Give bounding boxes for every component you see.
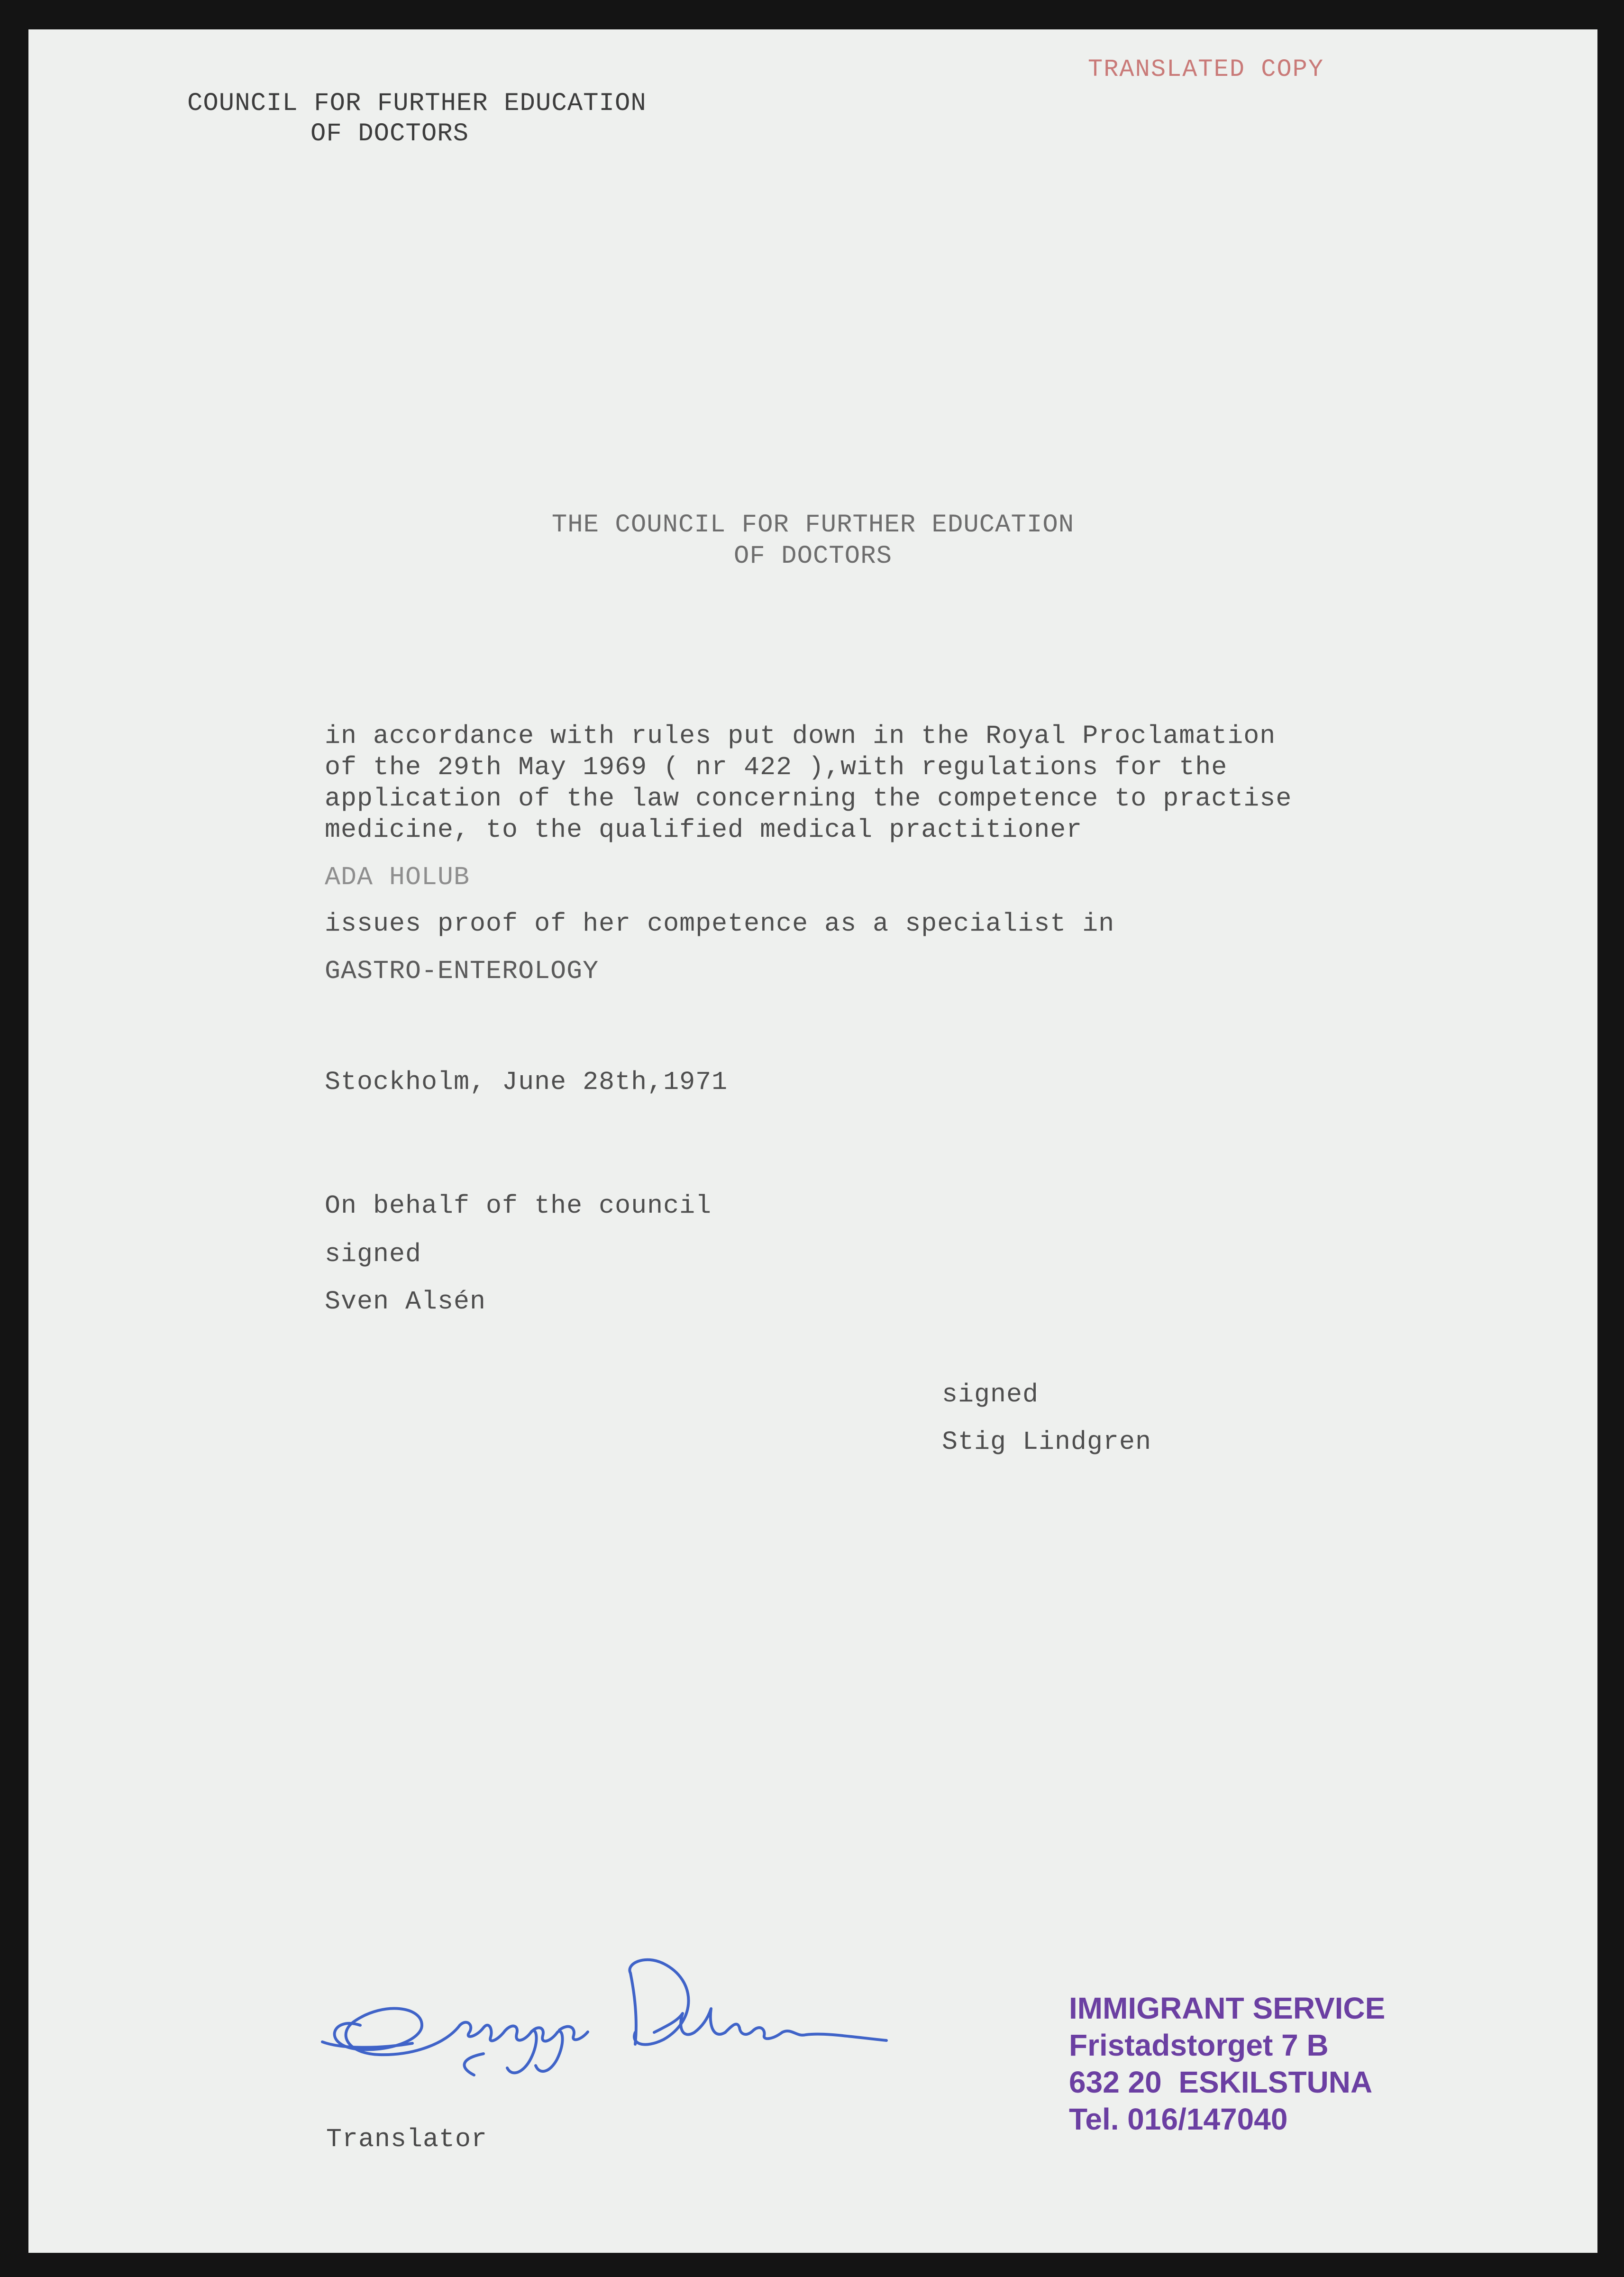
header-organization	[187, 89, 647, 149]
intro-line-3: application of the law concerning the competence to practise	[325, 784, 1292, 814]
translator-label: Translator	[326, 2124, 488, 2154]
issues-line: issues proof of her competence as a specialist in	[325, 909, 1115, 939]
immigrant-service-stamp	[1069, 1990, 1385, 2138]
practitioner-name: ADA HOLUB	[325, 862, 470, 892]
intro-line-1: in accordance with rules put down in the Royal Proclamation	[325, 721, 1276, 751]
signer-2-name: Stig Lindgren	[942, 1427, 1152, 1457]
place-date: Stockholm, June 28th,1971	[325, 1067, 728, 1097]
document-title-line1: THE COUNCIL FOR FURTHER EDUCATION	[551, 511, 1075, 540]
signed-label-2: signed	[942, 1380, 1039, 1409]
header-organization-line2: OF DOCTORS	[310, 119, 469, 148]
document-title-line2: OF DOCTORS	[733, 542, 893, 571]
intro-line-4: medicine, to the qualified medical practitioner	[325, 815, 1083, 845]
translator-signature	[303, 1930, 920, 2082]
stamp-line2: Fristadstorget 7 B	[1069, 2028, 1329, 2062]
document-body	[325, 721, 1292, 1458]
header-organization-line1: COUNCIL FOR FURTHER EDUCATION	[187, 89, 647, 118]
signed-label-1: signed	[325, 1239, 422, 1269]
intro-line-2: of the 29th May 1969 ( nr 422 ),with regulations for the	[325, 752, 1228, 782]
translated-copy-mark: TRANSLATED COPY	[1088, 55, 1324, 83]
stamp-line1: IMMIGRANT SERVICE	[1069, 1991, 1386, 2025]
document-title	[28, 510, 1597, 572]
document-page	[28, 29, 1597, 2253]
signer-1-name: Sven Alsén	[325, 1287, 486, 1317]
stamp-line4: Tel. 016/147040	[1069, 2102, 1288, 2136]
stamp-line3: 632 20 ESKILSTUNA	[1069, 2065, 1373, 2099]
on-behalf-line: On behalf of the council	[325, 1191, 712, 1221]
specialty: GASTRO-ENTEROLOGY	[325, 956, 599, 986]
